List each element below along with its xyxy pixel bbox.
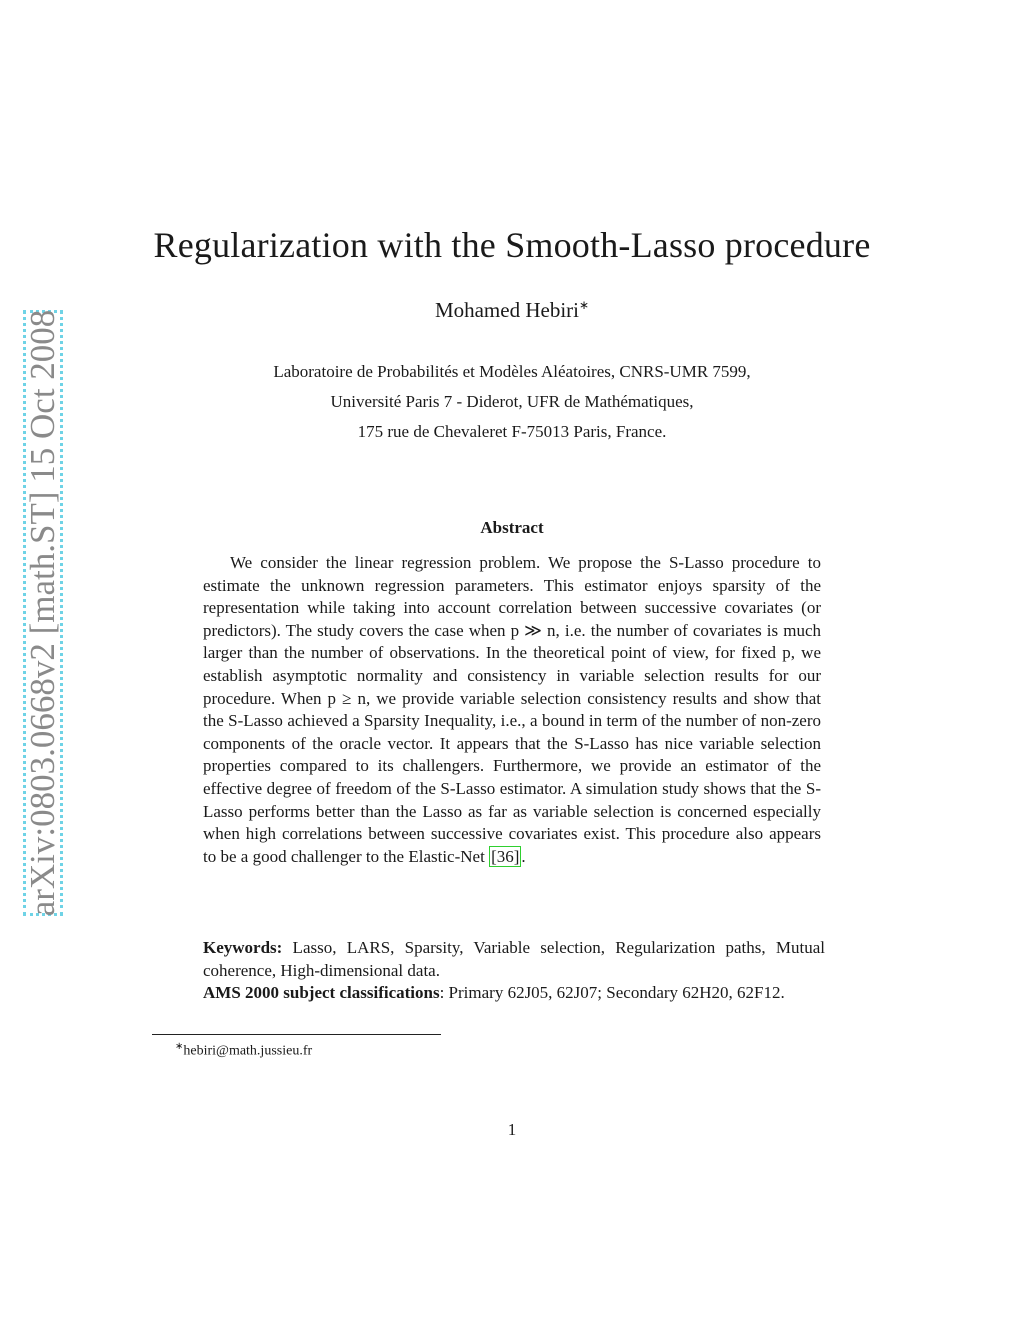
affiliation-line-2: Université Paris 7 - Diderot, UFR de Mathématiques, <box>330 392 694 411</box>
author-footnote-mark[interactable]: ∗ <box>578 298 590 312</box>
keywords-text: Lasso, LARS, Sparsity, Variable selection, Regularization paths, Mutual coherence, High-dimensional data. <box>203 938 825 980</box>
keywords-block <box>203 937 825 1005</box>
abstract-body <box>203 552 821 868</box>
affiliation-line-3: 175 rue de Chevaleret F-75013 Paris, France. <box>357 422 667 441</box>
abstract-heading: Abstract <box>480 518 544 537</box>
ams-text: : Primary 62J05, 62J07; Secondary 62H20, 62F12. <box>439 983 785 1003</box>
abstract-text: We consider the linear regression problem. We propose the S-Lasso procedure to estimate the unknown regression parameters. This estimator enjoys sparsity of the representation while taking into account correlation between successive covariates (or predictors). The study covers the case when p ≫ n, i.e. the number of covariates is much larger than the number of observations. In the theoretical point of view, for fixed p, we establish asymptotic normality and consistency in variable selection results for our procedure. When p ≥ n, we provide variable selection consistency results and show that the S-Lasso achieved a Sparsity Inequality, i.e., a bound in term of the number of non-zero components of the oracle vector. It appears that the S-Lasso has nice variable selection properties compared to its challengers. Furthermore, we provide an estimator of the effective degree of freedom of the S-Lasso estimator. A simulation study shows that the S-Lasso performs better than the Lasso as far as variable selection is concerned especially when high correlations between successive covariates exist. This procedure also appears to be a good challenger to the Elastic-Net <box>203 553 821 866</box>
paper-title: Regularization with the Smooth-Lasso procedure <box>153 225 871 265</box>
citation-link[interactable]: [36] <box>491 846 520 866</box>
ams-label: AMS 2000 subject classifications <box>203 983 440 1003</box>
footnote-email: hebiri@math.jussieu.fr <box>183 1043 313 1059</box>
keywords <box>203 937 825 982</box>
abstract-end: . <box>521 846 526 866</box>
author <box>0 298 1024 323</box>
arxiv-stamp-text: arXiv:0803.0668v2 [math.ST] 15 Oct 2008 <box>23 309 62 917</box>
page-number: 1 <box>507 1120 517 1139</box>
footnote-rule <box>152 1034 441 1035</box>
keywords-label: Keywords: <box>203 938 283 957</box>
affiliation-line-1: Laboratoire de Probabilités et Modèles Aléatoires, CNRS-UMR 7599, <box>273 362 751 381</box>
author-name: Mohamed Hebiri <box>434 298 579 322</box>
ams-classifications <box>203 982 825 1005</box>
footnote-mark: ∗ <box>175 1041 184 1052</box>
footnote <box>175 1041 312 1060</box>
